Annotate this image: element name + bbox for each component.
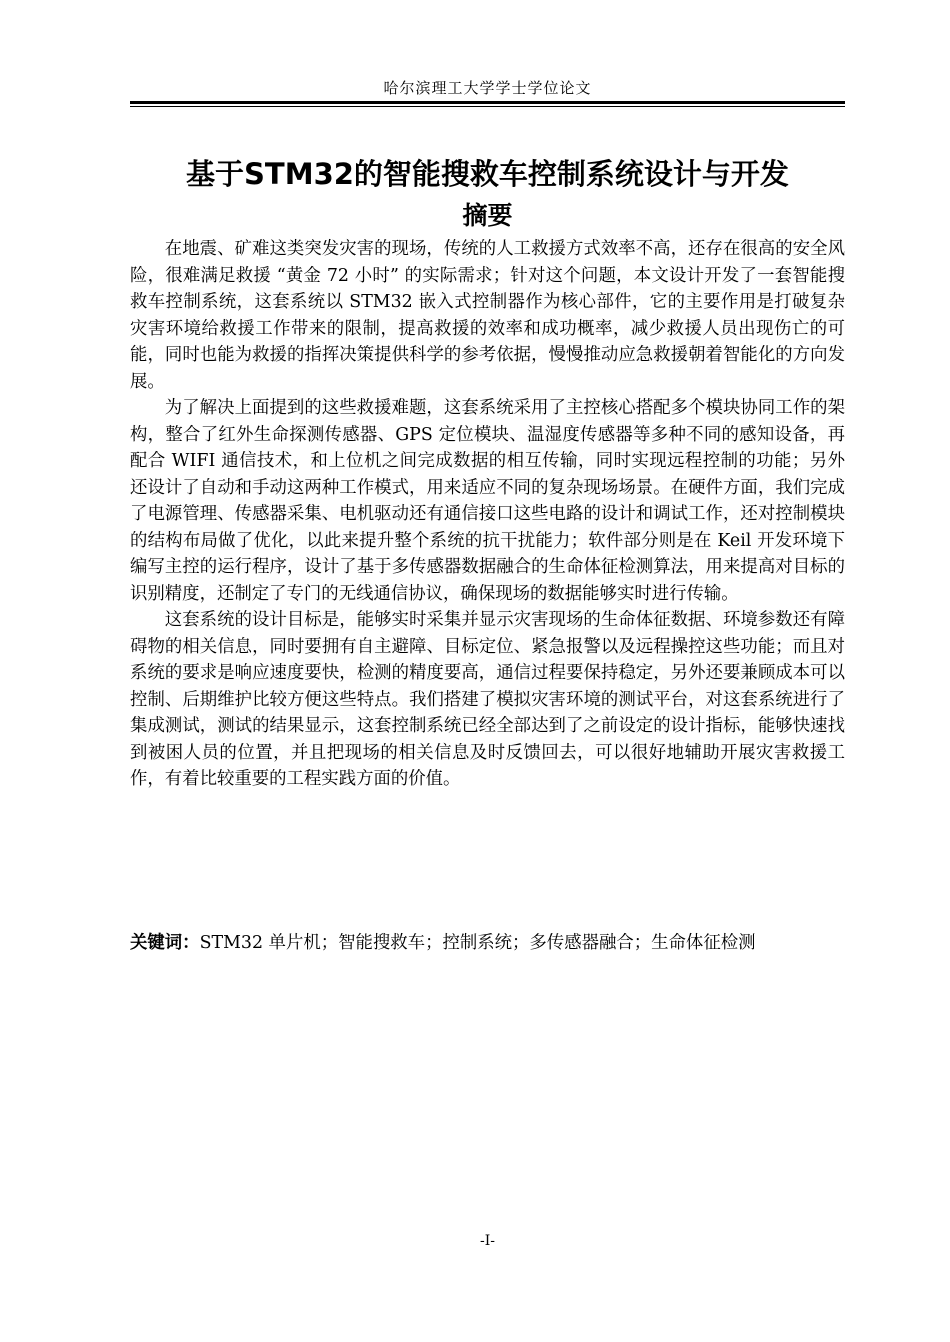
abstract-paragraph-2: 为了解决上面提到的这些救援难题，这套系统采用了主控核心搭配多个模块协同工作的架构，整合了红外生命探测传感器、GPS 定位模块、温湿度传感器等多种不同的感知设备，再配合 WIFI 通信技术，和上位机之间完成数据的相互传输，同时实现远程控制的功能；另外还设计了自动和手动这两种工作模式，用来适应不同的复杂现场场景。在硬件方面，我们完成了电源管理、传感器采集、电机驱动还有通信接口这些电路的设计和调试工作，还对控制模块的结构布局做了优化，以此来提升整个系统的抗干扰能力；软件部分则是在 Keil 开发环境下编写主控的运行程序，设计了基于多传感器数据融合的生命体征检测算法，用来提高对目标的识别精度，还制定了专门的无线通信协议，确保现场的数据能够实时进行传输。 — [130, 398, 845, 604]
abstract-heading: 摘要 — [462, 201, 513, 230]
abstract-paragraph-3: 这套系统的设计目标是，能够实时采集并显示灾害现场的生命体征数据、环境参数还有障碍物的相关信息，同时要拥有自主避障、目标定位、紧急报警以及远程操控这些功能；而且对系统的要求是响应速度要快，检测的精度要高，通信过程要保持稳定，另外还要兼顾成本可以控制、后期维护比较方便这些特点。我们搭建了模拟灾害环境的测试平台，对这套系统进行了集成测试，测试的结果显示，这套控制系统已经全部达到了之前设定的设计指标，能够快速找到被困人员的位置，并且把现场的相关信息及时反馈回去，可以很好地辅助开展灾害救援工作，有着比较重要的工程实践方面的价值。 — [130, 610, 845, 789]
page-number: -I- — [480, 1233, 495, 1249]
abstract-paragraph-1: 在地震、矿难这类突发灾害的现场，传统的人工救援方式效率不高，还存在很高的安全风险，很难满足救援 “黄金 72 小时” 的实际需求；针对这个问题，本文设计开发了一套智能搜救车控制系统，这套系统以 STM32 嵌入式控制器作为核心部件，它的主要作用是打破复杂灾害环境给救援工作带来的限制，提高救援的效率和成功概率，减少救援人员出现伤亡的可能，同时也能为救援的指挥决策提供科学的参考依据，慢慢推动应急救援朝着智能化的方向发展。 — [130, 239, 845, 392]
keywords-text: STM32 单片机；智能搜救车；控制系统；多传感器融合；生命体征检测 — [199, 933, 756, 953]
running-header: 哈尔滨理工大学学士学位论文 — [383, 79, 592, 97]
abstract-body — [130, 236, 845, 793]
header-rule — [130, 101, 845, 107]
document-title: 基于STM32的智能搜救车控制系统设计与开发 — [186, 157, 789, 191]
keywords-label: 关键词： — [130, 933, 200, 953]
keywords — [130, 930, 845, 957]
